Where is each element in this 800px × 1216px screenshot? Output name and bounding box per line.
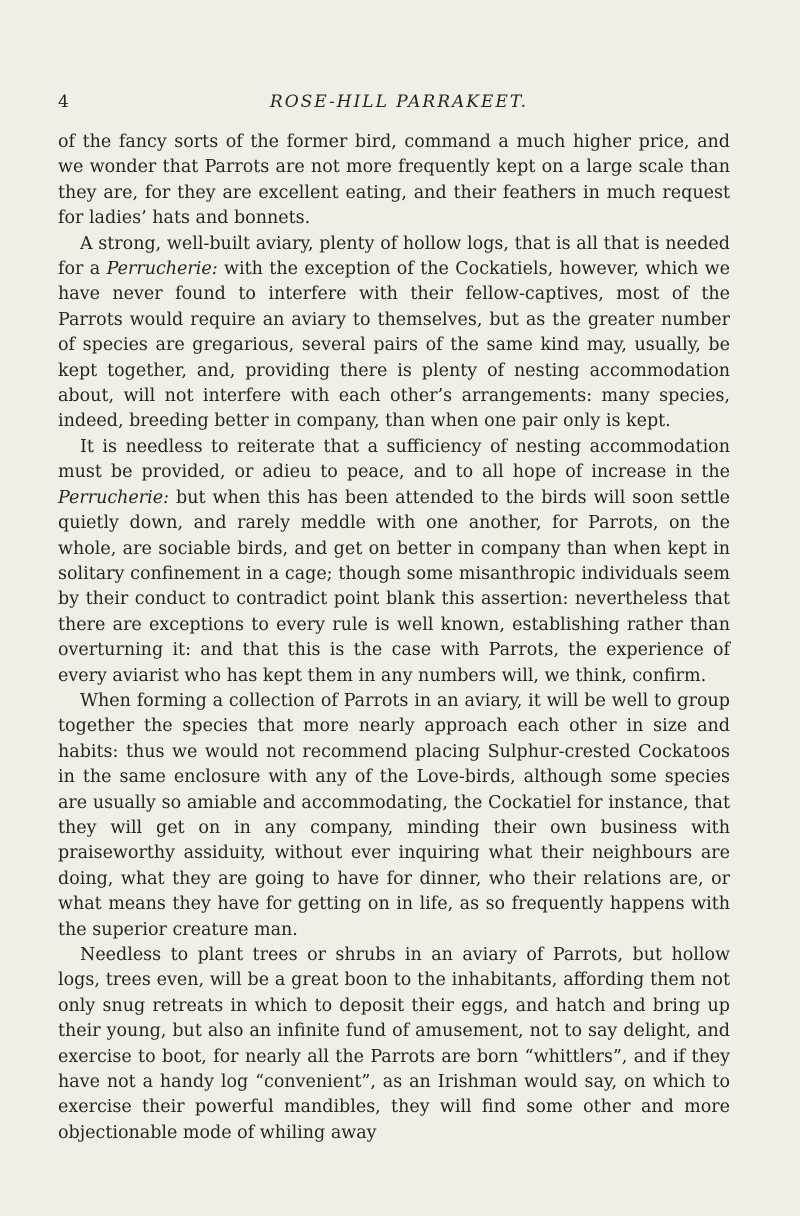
paragraph-4: [58, 689, 730, 943]
paragraph-2: [58, 232, 730, 435]
paragraph-3: [58, 435, 730, 689]
perrucherie-term: Perrucherie:: [106, 259, 218, 280]
paragraph-2-text-a: A strong, well-built aviary, plenty of hollow logs, that is all that is needed for a: [58, 233, 730, 280]
running-head: [58, 92, 730, 116]
paragraph-1: [58, 130, 730, 232]
running-title: ROSE-HILL PARRAKEET.: [269, 92, 529, 112]
paragraph-5: [58, 943, 730, 1146]
paragraph-3-text-b: but when this has been attended to the birds will soon settle quietly down, and rarely meddle with one another, for Parrots, on the whole, are sociable birds, and get on better in company than when kept in solitary confinement in a cage; though some misanthropic individuals seem by their conduct to contradict point blank this assertion: nevertheless that there are exceptions to every rule is well known, establishing rather than overturning it: and that this is the case with Parrots, the experience of every aviarist who has kept them in any numbers will, we think, confirm.: [58, 487, 730, 686]
page-number: 4: [58, 92, 70, 112]
paragraph-4-text: When forming a collection of Parrots in an aviary, it will be well to group together the species that more nearly approach each other in size and habits: thus we would not recommend placing Sulphur-crested Cockatoos in the same enclosure with any of the Love-birds, although some species are usually so amiable and accommodating, the Cockatiel for instance, that they will get on in any company, minding their own business with praiseworthy assiduity, without ever inquiring what their neighbours are doing, what they are going to have for dinner, who their relations are, or what means they have for getting on in life, as so frequently happens with the superior creature man.: [58, 690, 730, 940]
paragraph-2-text-b: with the exception of the Cockatiels, however, which we have never found to interfere with their fellow-captives, most of the Parrots would require an aviary to themselves, but as the greater number of species are gregarious, several pairs of the same kind may, usually, be kept together, and, providing there is plenty of nesting accommodation about, will not interfere with each other’s arrangements: many species, indeed, breeding better in company, than when one pair only is kept.: [58, 259, 731, 432]
perrucherie-term: Perrucherie:: [58, 487, 169, 508]
paragraph-1-text: of the fancy sorts of the former bird, command a much higher price, and we wonder that Parrots are not more frequently kept on a large scale than they are, for they are excellent eating, and their feathers in much request for ladies’ hats and bonnets.: [58, 132, 730, 229]
body-text: [58, 130, 730, 1146]
paragraph-5-text: Needless to plant trees or shrubs in an aviary of Parrots, but hollow logs, trees even, will be a great boon to the inhabitants, affording them not only snug retreats in which to deposit their eggs, and hatch and bring up their young, but also an infinite fund of amusement, not to say delight, and exercise to boot, for nearly all the Parrots are born “whittlers”, and if they have not a handy log “convenient”, as an Irishman would say, on which to exercise their powerful mandibles, they will find some other and more objectionable mode of whiling away: [58, 945, 730, 1143]
paragraph-3-text-a: It is needless to reiterate that a sufficiency of nesting accommodation must be provided, or adieu to peace, and to all hope of increase in the: [58, 436, 730, 483]
